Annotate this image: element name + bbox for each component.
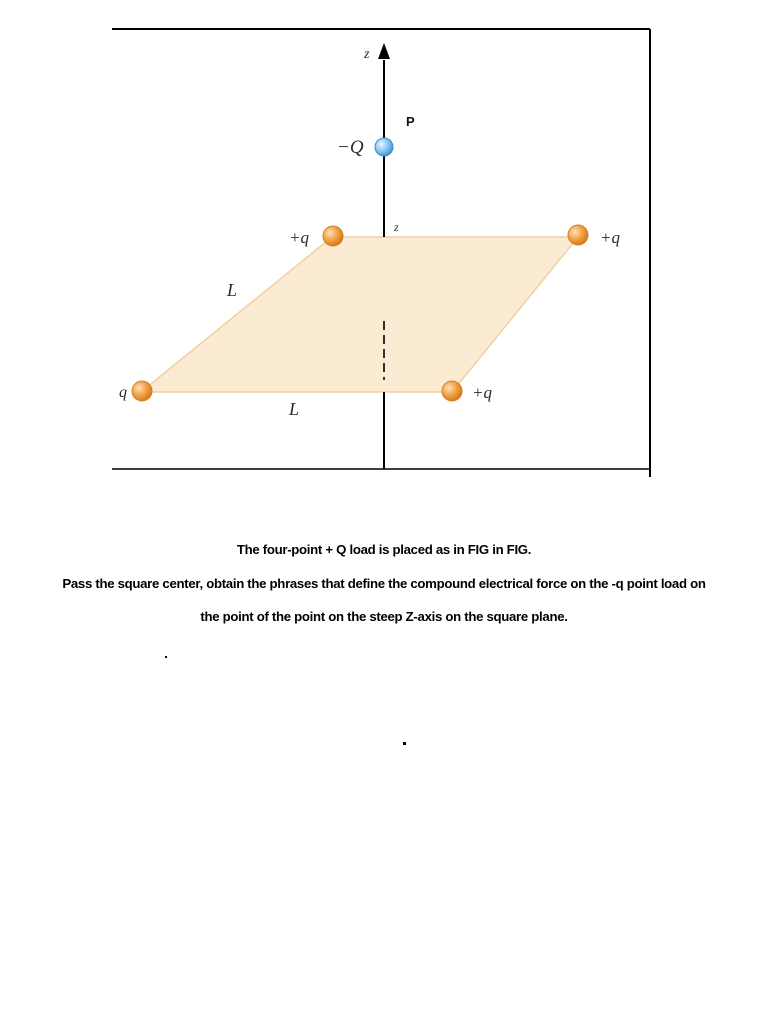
positive-charge-icon [323, 226, 343, 246]
square-plane [141, 237, 578, 392]
front-left-charge-label: q [119, 384, 127, 401]
problem-line-2: Pass the square center, obtain the phrases that define the compound electrical force on the -q point load on [62, 576, 706, 591]
point-p-label: P [406, 114, 415, 129]
charge-diagram [0, 0, 768, 500]
front-right-charge-label: +q [472, 383, 492, 402]
back-left-charge-label: +q [289, 228, 309, 247]
problem-line-3: the point of the point on the steep Z-axis on the square plane. [200, 609, 568, 624]
positive-charge-icon [132, 381, 152, 401]
stray-mark [165, 656, 167, 658]
positive-charge-icon [442, 381, 462, 401]
side-length-bottom-label: L [289, 399, 300, 419]
z-axis-top-label: z [364, 47, 370, 62]
negative-charge-label: −Q [337, 137, 364, 158]
z-axis-mid-label: z [394, 220, 399, 234]
z-axis-arrow-icon [378, 43, 390, 59]
problem-line-1: The four-point + Q load is placed as in FIG in FIG. [236, 542, 532, 557]
negative-charge-icon [375, 138, 393, 156]
stray-mark [403, 742, 406, 745]
back-right-charge-label: +q [600, 228, 620, 247]
side-length-left-label: L [227, 280, 238, 300]
positive-charge-icon [568, 225, 588, 245]
